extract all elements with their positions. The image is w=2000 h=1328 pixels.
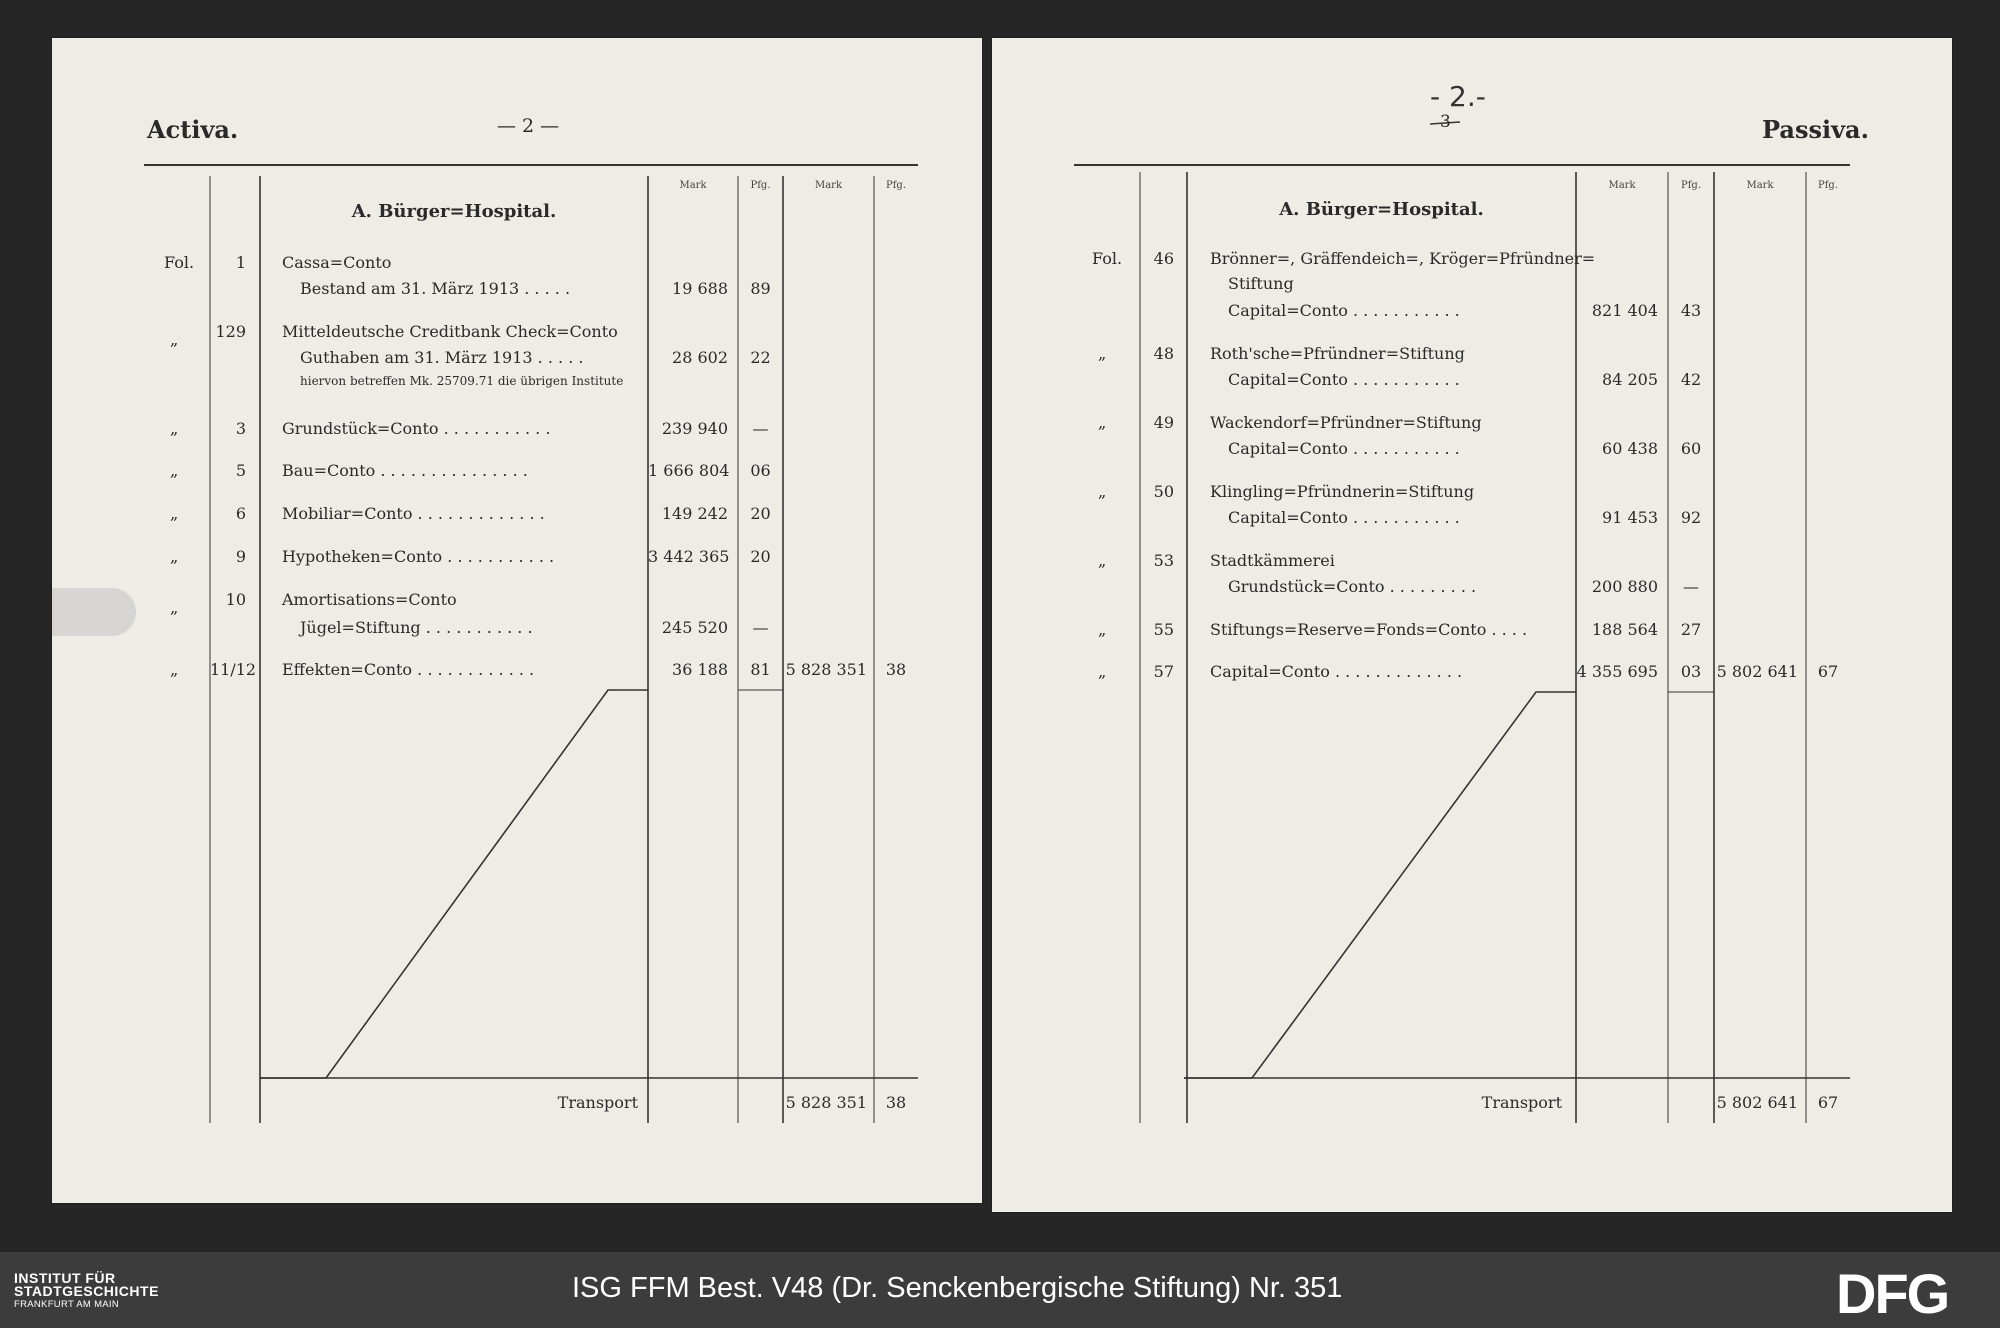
entry-line: Wackendorf=Pfründner=Stiftung: [1210, 413, 1482, 432]
entry-line: Stiftung: [1228, 274, 1294, 293]
ditto-mark: „: [1098, 413, 1107, 432]
institute-name-line2: STADTGESCHICHTE: [14, 1283, 159, 1299]
mark-value: 36 188: [672, 660, 728, 679]
pfg-value: 06: [750, 461, 771, 480]
mark-value: 28 602: [672, 348, 728, 367]
pfg-value: 43: [1680, 301, 1702, 320]
mark-value: 19 688: [672, 279, 728, 298]
mark-value: 84 205: [1602, 370, 1658, 389]
institute-logo: [14, 1272, 159, 1311]
folio-number: 9: [235, 547, 246, 566]
transport-mark: 5 828 351: [785, 1093, 867, 1112]
left-page: [52, 38, 982, 1203]
col-header-total-mark: Mark: [814, 180, 843, 191]
dfg-logo: DFG: [1836, 1262, 1949, 1325]
institute-name-line1: INSTITUT FÜR: [14, 1270, 116, 1286]
folio-number: 10: [225, 590, 246, 609]
total-pfg-value: 67: [1817, 662, 1839, 681]
ditto-mark: „: [1098, 551, 1107, 570]
col-header-mark: Mark: [679, 180, 707, 191]
ditto-mark: „: [1098, 344, 1107, 363]
folio-number: 50: [1153, 482, 1174, 501]
entry-line: Roth'sche=Pfründner=Stiftung: [1210, 344, 1465, 363]
ditto-mark: „: [170, 504, 179, 523]
col-header-pfg: Pfg.: [750, 180, 771, 191]
ditto-mark: „: [170, 330, 179, 349]
entry-line: Stiftungs=Reserve=Fonds=Conto . . . .: [1210, 620, 1528, 639]
handwritten-page-number: - 2.-: [1430, 80, 1486, 113]
ditto-mark: „: [1098, 482, 1107, 501]
section-title: A. Bürger=Hospital.: [351, 201, 557, 222]
entry-line: Bau=Conto . . . . . . . . . . . . . . .: [282, 461, 528, 480]
mark-value: 1 666 804: [648, 461, 730, 480]
section-title: A. Bürger=Hospital.: [1279, 199, 1484, 220]
pfg-value: —: [752, 419, 769, 438]
archive-signature: ISG FFM Best. V48 (Dr. Senckenbergische Stiftung) Nr. 351: [572, 1272, 1343, 1304]
mark-value: 60 438: [1602, 439, 1658, 458]
transport-label: Transport: [557, 1093, 638, 1112]
ditto-mark: „: [170, 419, 179, 438]
ditto-mark: „: [1098, 662, 1107, 681]
ditto-mark: „: [170, 461, 179, 480]
entry-line: Amortisations=Conto: [282, 590, 457, 609]
col-header-total-pfg: Pfg.: [1817, 180, 1838, 191]
mark-value: 91 453: [1602, 508, 1658, 527]
entry-line: Hypotheken=Conto . . . . . . . . . . .: [282, 547, 555, 566]
folio-number: 57: [1153, 662, 1174, 681]
total-pfg-value: 38: [885, 660, 907, 679]
col-header-total-pfg: Pfg.: [885, 180, 906, 191]
folio-number: 46: [1153, 249, 1174, 268]
entry-line: Brönner=, Gräffendeich=, Kröger=Pfründner=: [1210, 249, 1596, 268]
col-header-mark: Mark: [1608, 180, 1636, 191]
entry-note: hiervon betreffen Mk. 25709.71 die übrigen Institute: [300, 374, 624, 388]
folio-number: 55: [1153, 620, 1174, 639]
entry-line: Capital=Conto . . . . . . . . . . .: [1228, 370, 1460, 389]
col-header-pfg: Pfg.: [1680, 180, 1701, 191]
pfg-value: 81: [750, 660, 771, 679]
ditto-mark: „: [170, 660, 179, 679]
pfg-value: 20: [750, 547, 771, 566]
total-mark-value: 5 828 351: [785, 660, 867, 679]
entry-line: Bestand am 31. März 1913 . . . . .: [300, 279, 571, 298]
entry-line: Mobiliar=Conto . . . . . . . . . . . . .: [282, 504, 545, 523]
entry-line: Cassa=Conto: [282, 253, 392, 272]
entry-line: Capital=Conto . . . . . . . . . . .: [1228, 301, 1460, 320]
entry-line: Capital=Conto . . . . . . . . . . .: [1228, 508, 1460, 527]
entry-line: Stadtkämmerei: [1210, 551, 1335, 570]
activa-heading: Activa.: [147, 115, 239, 144]
mark-value: 3 442 365: [648, 547, 730, 566]
page-number: — 2 —: [497, 115, 560, 137]
pfg-value: 92: [1680, 508, 1702, 527]
entry-line: Effekten=Conto . . . . . . . . . . . .: [282, 660, 535, 679]
pfg-value: 27: [1680, 620, 1702, 639]
pfg-value: —: [752, 618, 769, 637]
pfg-value: 22: [750, 348, 771, 367]
transport-pfg: 38: [885, 1093, 907, 1112]
total-mark-value: 5 802 641: [1716, 662, 1798, 681]
pfg-value: 20: [750, 504, 771, 523]
fol-label: Fol.: [164, 253, 195, 272]
institute-city: FRANKFURT AM MAIN: [14, 1299, 120, 1310]
archive-footer: [0, 1252, 2000, 1328]
folio-number: 6: [235, 504, 246, 523]
pfg-value: 42: [1680, 370, 1702, 389]
pfg-value: 03: [1680, 662, 1702, 681]
mark-value: 821 404: [1591, 301, 1658, 320]
folio-number: 1: [235, 253, 246, 272]
ditto-mark: „: [1098, 620, 1107, 639]
folio-number: 49: [1153, 413, 1174, 432]
ditto-mark: „: [170, 598, 179, 617]
mark-value: 200 880: [1591, 577, 1658, 596]
folio-number: 48: [1153, 344, 1174, 363]
folio-number: 11/12: [210, 660, 257, 679]
entry-line: Grundstück=Conto . . . . . . . . . . .: [282, 419, 551, 438]
mark-value: 245 520: [661, 618, 728, 637]
entry-line: Capital=Conto . . . . . . . . . . .: [1228, 439, 1460, 458]
entry-line: Jügel=Stiftung . . . . . . . . . . .: [300, 618, 533, 637]
entry-line: Capital=Conto . . . . . . . . . . . . .: [1210, 662, 1463, 681]
struck-page-number: 3: [1440, 112, 1451, 132]
entry-line: Mitteldeutsche Creditbank Check=Conto: [282, 322, 618, 341]
entry-line: Klingling=Pfründnerin=Stiftung: [1210, 482, 1475, 501]
transport-label: Transport: [1481, 1093, 1562, 1112]
mark-value: 4 355 695: [1576, 662, 1658, 681]
mark-value: 149 242: [661, 504, 728, 523]
pfg-value: 89: [750, 279, 771, 298]
folio-number: 53: [1153, 551, 1174, 570]
pfg-value: 60: [1680, 439, 1702, 458]
folio-number: 129: [215, 322, 246, 341]
ditto-mark: „: [170, 547, 179, 566]
entry-line: Guthaben am 31. März 1913 . . . . .: [300, 348, 584, 367]
pfg-value: —: [1683, 577, 1699, 596]
transport-pfg: 67: [1817, 1093, 1839, 1112]
folio-number: 3: [235, 419, 246, 438]
right-page: [992, 38, 1952, 1212]
folio-number: 5: [235, 461, 246, 480]
mark-value: 239 940: [661, 419, 728, 438]
fol-label: Fol.: [1092, 249, 1123, 268]
col-header-total-mark: Mark: [1746, 180, 1774, 191]
passiva-heading: Passiva.: [1762, 115, 1869, 144]
entry-line: Grundstück=Conto . . . . . . . . .: [1228, 577, 1477, 596]
mark-value: 188 564: [1591, 620, 1658, 639]
transport-mark: 5 802 641: [1716, 1093, 1798, 1112]
